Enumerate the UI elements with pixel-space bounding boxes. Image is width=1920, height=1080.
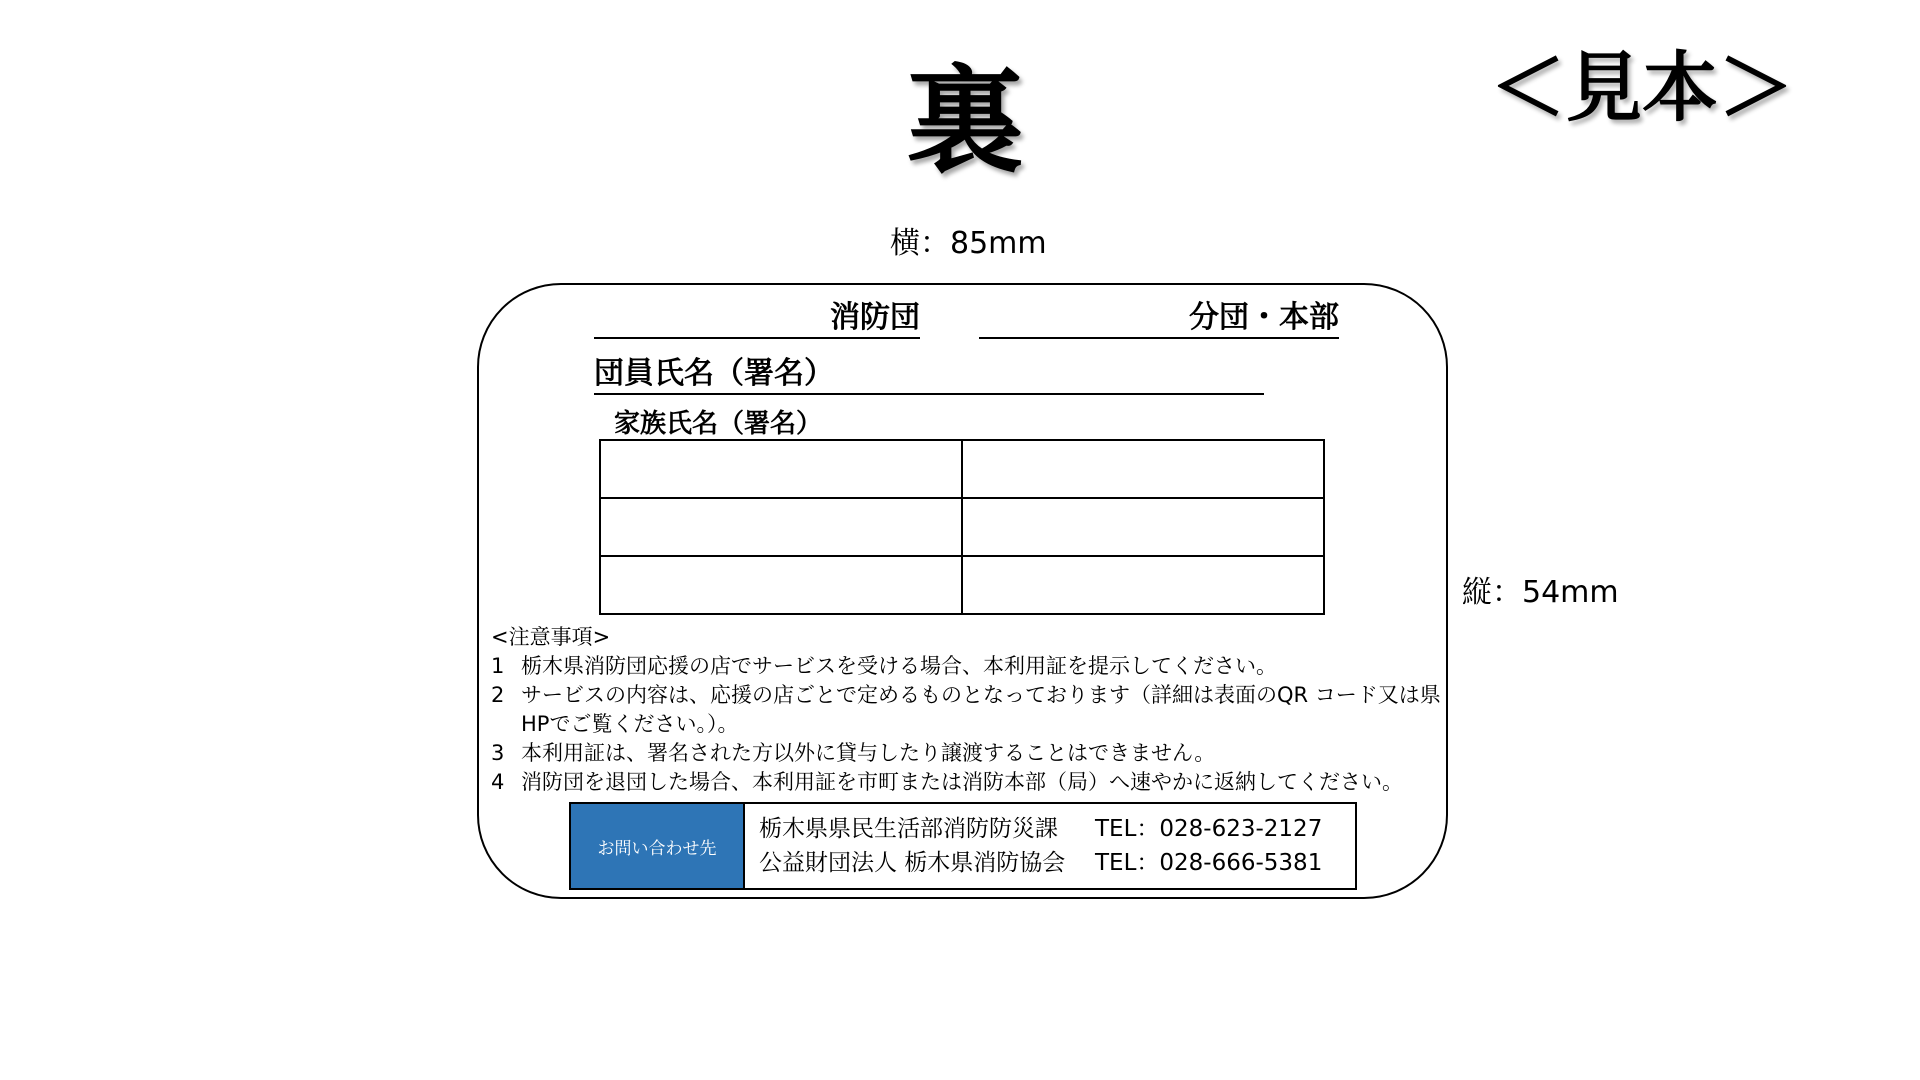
note-text: サービスの内容は、応援の店ごとで定めるものとなっております（詳細は表面のQR コード又は県HPでご覧ください。）。: [521, 683, 1441, 736]
contact-organization: 公益財団法人 栃木県消防協会: [759, 850, 1066, 876]
contact-line: [759, 812, 1355, 846]
brigade-label: 消防団: [830, 300, 920, 335]
sample-label: ＜見本＞: [1490, 43, 1794, 132]
note-text: 本利用証は、署名された方以外に貸与したり譲渡することはできません。: [521, 741, 1216, 765]
note-item: [491, 739, 1446, 768]
contact-phone: TEL：028-623-2127: [1095, 816, 1323, 842]
note-item: [491, 681, 1446, 739]
notes-title: <注意事項>: [491, 625, 611, 649]
contact-box: [569, 802, 1357, 890]
family-signature-cell: [600, 498, 962, 556]
note-text: 栃木県消防団応援の店でサービスを受ける場合、本利用証を提示してください。: [521, 654, 1277, 678]
contact-line: [759, 846, 1355, 880]
note-item: [491, 652, 1446, 681]
member-signature-field: [594, 351, 1264, 395]
family-signature-table: [599, 439, 1325, 615]
width-dimension-label: 横：85mm: [890, 226, 1047, 261]
division-name-field: [979, 295, 1339, 339]
family-signature-cell: [600, 440, 962, 498]
family-label: 家族氏名（署名）: [614, 409, 823, 439]
note-number: 4: [491, 770, 505, 794]
family-signature-cell: [962, 440, 1324, 498]
note-number: 1: [491, 654, 505, 678]
note-number: 3: [491, 741, 505, 765]
family-signature-cell: [600, 556, 962, 614]
brigade-name-field: [594, 295, 920, 339]
contact-details: [745, 804, 1355, 888]
page-title: 裏: [905, 52, 1024, 190]
table-row: [600, 498, 1324, 556]
division-label: 分団・本部: [1189, 300, 1339, 335]
height-dimension-label: 縦：54mm: [1462, 575, 1619, 610]
family-signature-cell: [962, 556, 1324, 614]
contact-heading: お問い合わせ先: [571, 804, 745, 888]
family-signature-cell: [962, 498, 1324, 556]
notes-section: [491, 623, 1446, 797]
contact-phone: TEL：028-666-5381: [1095, 850, 1323, 876]
note-text: 消防団を退団した場合、本利用証を市町または消防本部（局）へ速やかに返納してください。: [521, 770, 1403, 794]
note-item: [491, 768, 1446, 797]
contact-organization: 栃木県県民生活部消防防災課: [759, 816, 1058, 842]
card-back: [477, 283, 1448, 899]
note-number: 2: [491, 683, 505, 707]
table-row: [600, 556, 1324, 614]
member-label: 団員氏名（署名）: [594, 356, 834, 391]
table-row: [600, 440, 1324, 498]
